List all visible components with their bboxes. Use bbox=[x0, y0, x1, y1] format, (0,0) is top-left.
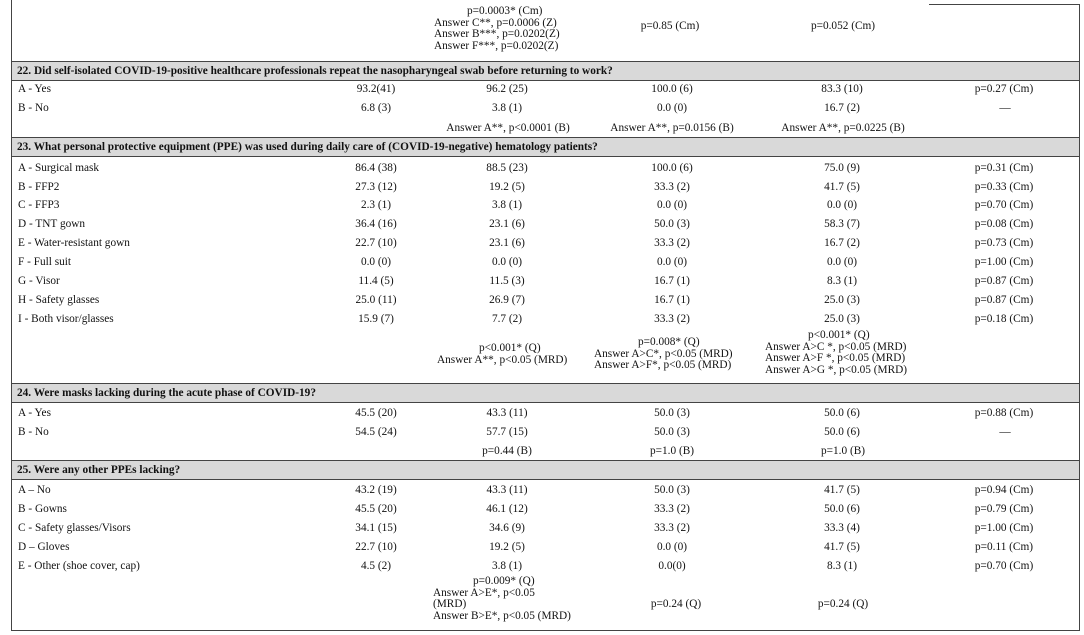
top-stats-col3: p=0.052 (Cm) bbox=[810, 20, 876, 32]
stat-line: Answer A**, p<0.05 (MRD) bbox=[437, 353, 568, 366]
row-label: B - No bbox=[18, 426, 49, 438]
row-label: A - Yes bbox=[18, 83, 51, 95]
cell: 50.0 (6) bbox=[824, 503, 860, 515]
q23-summary-col3 bbox=[765, 330, 907, 376]
stat-line: Answer A>F*, p<0.05 (MRD) bbox=[594, 359, 732, 371]
rule bbox=[11, 61, 1080, 62]
cell: 3.8 (1) bbox=[491, 560, 523, 572]
cell: 33.3 (2) bbox=[654, 181, 690, 193]
cell: 25.0 (3) bbox=[824, 294, 860, 306]
cell: p=0.94 (Cm) bbox=[974, 484, 1034, 496]
cell: 54.5 (24) bbox=[355, 426, 397, 438]
cell: p=0.11 (Cm) bbox=[974, 541, 1034, 553]
stat-line: Answer B***, p=0.0202(Z) bbox=[434, 28, 560, 40]
stat-line: Answer A>C *, p<0.05 (MRD) bbox=[765, 340, 907, 353]
cell: p=0.31 (Cm) bbox=[974, 162, 1034, 174]
row-label: A - Yes bbox=[18, 407, 51, 419]
cell: 100.0 (6) bbox=[651, 162, 693, 174]
cell: 19.2 (5) bbox=[489, 181, 525, 193]
stat-line: p=0.0003* (Cm) bbox=[467, 5, 543, 17]
summary: Answer A**, p<0.0001 (B) bbox=[446, 122, 570, 134]
stat-line: Answer F***, p=0.0202(Z) bbox=[434, 39, 559, 52]
left-border bbox=[11, 0, 12, 631]
cell: 3.8 (1) bbox=[491, 102, 523, 114]
summary: p=0.24 (Q) bbox=[817, 598, 869, 610]
row-label: F - Full suit bbox=[18, 256, 72, 268]
row-label: B - No bbox=[18, 102, 49, 114]
cell: 33.3 (2) bbox=[654, 237, 690, 249]
cell: 93.2(41) bbox=[356, 83, 396, 95]
summary: p=1.0 (B) bbox=[820, 445, 866, 457]
row-label: G - Visor bbox=[18, 275, 60, 287]
cell: 22.7 (10) bbox=[355, 541, 397, 553]
cell: 100.0 (6) bbox=[651, 83, 693, 95]
cell: p=0.73 (Cm) bbox=[974, 237, 1034, 249]
cell: 43.2 (19) bbox=[355, 484, 397, 496]
cell: 43.3 (11) bbox=[486, 484, 528, 496]
stat-line: p<0.001* (Q) bbox=[808, 329, 870, 341]
cell: 75.0 (9) bbox=[824, 162, 860, 174]
cell: 45.5 (20) bbox=[355, 407, 397, 419]
cell: 33.3 (2) bbox=[654, 522, 690, 534]
cell: 11.4 (5) bbox=[358, 275, 394, 287]
row-label: E - Other (shoe cover, cap) bbox=[18, 560, 140, 572]
cell: p=0.87 (Cm) bbox=[974, 294, 1034, 306]
stat-line: Answer A>G *, p<0.05 (MRD) bbox=[765, 363, 908, 376]
cell: 0.0 (0) bbox=[360, 256, 392, 268]
q24-title: 24. Were masks lacking during the acute phase of COVID-19? bbox=[17, 387, 316, 399]
cell: 2.3 (1) bbox=[360, 199, 392, 211]
cell: 33.3 (2) bbox=[654, 313, 690, 325]
cell: 15.9 (7) bbox=[358, 313, 394, 325]
rule bbox=[11, 383, 1080, 384]
summary: Answer A**, p=0.0225 (B) bbox=[781, 122, 905, 134]
cell: p=1.00 (Cm) bbox=[974, 256, 1034, 268]
q25-summary-col1 bbox=[433, 576, 571, 622]
cell: p=0.08 (Cm) bbox=[974, 218, 1034, 230]
cell: 46.1 (12) bbox=[486, 503, 528, 515]
cell: 0.0(0) bbox=[658, 560, 686, 572]
top-rule bbox=[929, 4, 1080, 5]
cell: 23.1 (6) bbox=[489, 237, 525, 249]
q22-title: 22. Did self-isolated COVID-19-positive healthcare professionals repeat the nasopharyngeal swab before returning to work? bbox=[17, 65, 613, 77]
top-stats-col1 bbox=[434, 6, 560, 52]
cell: 50.0 (3) bbox=[654, 484, 690, 496]
cell: 0.0 (0) bbox=[656, 541, 688, 553]
row-label: A - Surgical mask bbox=[18, 162, 100, 174]
cell: 3.8 (1) bbox=[491, 199, 523, 211]
cell: p=0.87 (Cm) bbox=[974, 275, 1034, 287]
cell: 36.4 (16) bbox=[355, 218, 397, 230]
stat-line: Answer B>E*, p<0.05 (MRD) bbox=[433, 609, 571, 622]
row-label: B - FFP2 bbox=[18, 181, 60, 193]
stat-line: p=0.009* (Q) bbox=[473, 575, 535, 587]
row-label: D - TNT gown bbox=[18, 218, 86, 230]
cell: 16.7 (2) bbox=[824, 237, 860, 249]
cell: 34.1 (15) bbox=[355, 522, 397, 534]
stat-line: p<0.001* (Q) bbox=[479, 342, 541, 354]
cell: — bbox=[999, 426, 1011, 438]
rule bbox=[11, 156, 1080, 157]
cell: 34.6 (9) bbox=[489, 522, 525, 534]
q23-title: 23. What personal protective equipment (PPE) was used during daily care of (COVID-19-negative) hematology patients? bbox=[17, 141, 598, 153]
stat-line: p=0.008* (Q) bbox=[638, 336, 700, 348]
cell: 19.2 (5) bbox=[489, 541, 525, 553]
q25-title: 25. Were any other PPEs lacking? bbox=[17, 464, 181, 476]
cell: 0.0 (0) bbox=[656, 199, 688, 211]
cell: 45.5 (20) bbox=[355, 503, 397, 515]
cell: 41.7 (5) bbox=[824, 181, 860, 193]
rule bbox=[11, 460, 1080, 461]
cell: 6.8 (3) bbox=[360, 102, 392, 114]
cell: 26.9 (7) bbox=[489, 294, 525, 306]
cell: 0.0 (0) bbox=[656, 256, 688, 268]
cell: p=0.27 (Cm) bbox=[974, 83, 1034, 95]
cell: 4.5 (2) bbox=[360, 560, 392, 572]
cell: 16.7 (2) bbox=[824, 102, 860, 114]
cell: 16.7 (1) bbox=[654, 275, 690, 287]
stat-line: Answer A>E*, p<0.05 bbox=[433, 586, 535, 599]
row-label: H - Safety glasses bbox=[18, 294, 100, 306]
row-label: C - FFP3 bbox=[18, 199, 60, 211]
stat-line: (MRD) bbox=[433, 598, 467, 610]
cell: 33.3 (2) bbox=[654, 503, 690, 515]
right-border bbox=[1079, 4, 1080, 631]
rule bbox=[11, 80, 1080, 81]
cell: 96.2 (25) bbox=[486, 83, 528, 95]
rule bbox=[11, 630, 1080, 631]
cell: 23.1 (6) bbox=[489, 218, 525, 230]
cell: 50.0 (3) bbox=[654, 426, 690, 438]
cell: 41.7 (5) bbox=[824, 541, 860, 553]
cell: 0.0 (0) bbox=[826, 256, 858, 268]
cell: p=0.18 (Cm) bbox=[974, 313, 1034, 325]
cell: 43.3 (11) bbox=[486, 407, 528, 419]
cell: 27.3 (12) bbox=[355, 181, 397, 193]
row-label: C - Safety glasses/Visors bbox=[18, 522, 131, 534]
cell: 8.3 (1) bbox=[826, 560, 858, 572]
cell: p=0.33 (Cm) bbox=[974, 181, 1034, 193]
cell: 0.0 (0) bbox=[656, 102, 688, 114]
row-label: B - Gowns bbox=[18, 503, 67, 515]
row-label: E - Water-resistant gown bbox=[18, 237, 130, 249]
summary: p=1.0 (B) bbox=[649, 445, 695, 457]
cell: 50.0 (6) bbox=[824, 407, 860, 419]
top-stats-col2: p=0.85 (Cm) bbox=[640, 20, 700, 32]
q23-summary-col2 bbox=[594, 337, 733, 372]
row-label: A – No bbox=[18, 484, 51, 496]
cell: 25.0 (3) bbox=[824, 313, 860, 325]
cell: 0.0 (0) bbox=[491, 256, 523, 268]
cell: — bbox=[999, 102, 1011, 114]
cell: p=0.70 (Cm) bbox=[974, 199, 1034, 211]
cell: 88.5 (23) bbox=[486, 162, 528, 174]
summary: p=0.24 (Q) bbox=[650, 598, 702, 610]
stat-line: Answer A>C*, p<0.05 (MRD) bbox=[594, 347, 733, 360]
cell: p=0.88 (Cm) bbox=[974, 407, 1034, 419]
rule bbox=[11, 402, 1080, 403]
q23-summary-col1 bbox=[437, 343, 567, 366]
cell: 50.0 (3) bbox=[654, 407, 690, 419]
cell: 7.7 (2) bbox=[491, 313, 523, 325]
cell: 58.3 (7) bbox=[824, 218, 860, 230]
row-label: I - Both visor/glasses bbox=[18, 313, 114, 325]
cell: 33.3 (4) bbox=[824, 522, 860, 534]
cell: 86.4 (38) bbox=[355, 162, 397, 174]
cell: 57.7 (15) bbox=[486, 426, 528, 438]
rule bbox=[11, 479, 1080, 480]
cell: 22.7 (10) bbox=[355, 237, 397, 249]
stat-line: Answer A>F *, p<0.05 (MRD) bbox=[765, 352, 906, 364]
rule bbox=[11, 137, 1080, 138]
cell: 8.3 (1) bbox=[826, 275, 858, 287]
cell: 25.0 (11) bbox=[355, 294, 397, 306]
summary: Answer A**, p=0.0156 (B) bbox=[610, 122, 734, 134]
cell: p=1.00 (Cm) bbox=[974, 522, 1034, 534]
cell: 41.7 (5) bbox=[824, 484, 860, 496]
cell: 50.0 (6) bbox=[824, 426, 860, 438]
cell: 50.0 (3) bbox=[654, 218, 690, 230]
cell: 83.3 (10) bbox=[821, 83, 863, 95]
cell: 0.0 (0) bbox=[826, 199, 858, 211]
summary: p=0.44 (B) bbox=[482, 445, 532, 457]
row-label: D – Gloves bbox=[18, 541, 70, 553]
cell: p=0.79 (Cm) bbox=[974, 503, 1034, 515]
cell: 16.7 (1) bbox=[654, 294, 690, 306]
cell: 11.5 (3) bbox=[489, 275, 525, 287]
cell: p=0.70 (Cm) bbox=[974, 560, 1034, 572]
stat-line: Answer C**, p=0.0006 (Z) bbox=[434, 16, 557, 29]
